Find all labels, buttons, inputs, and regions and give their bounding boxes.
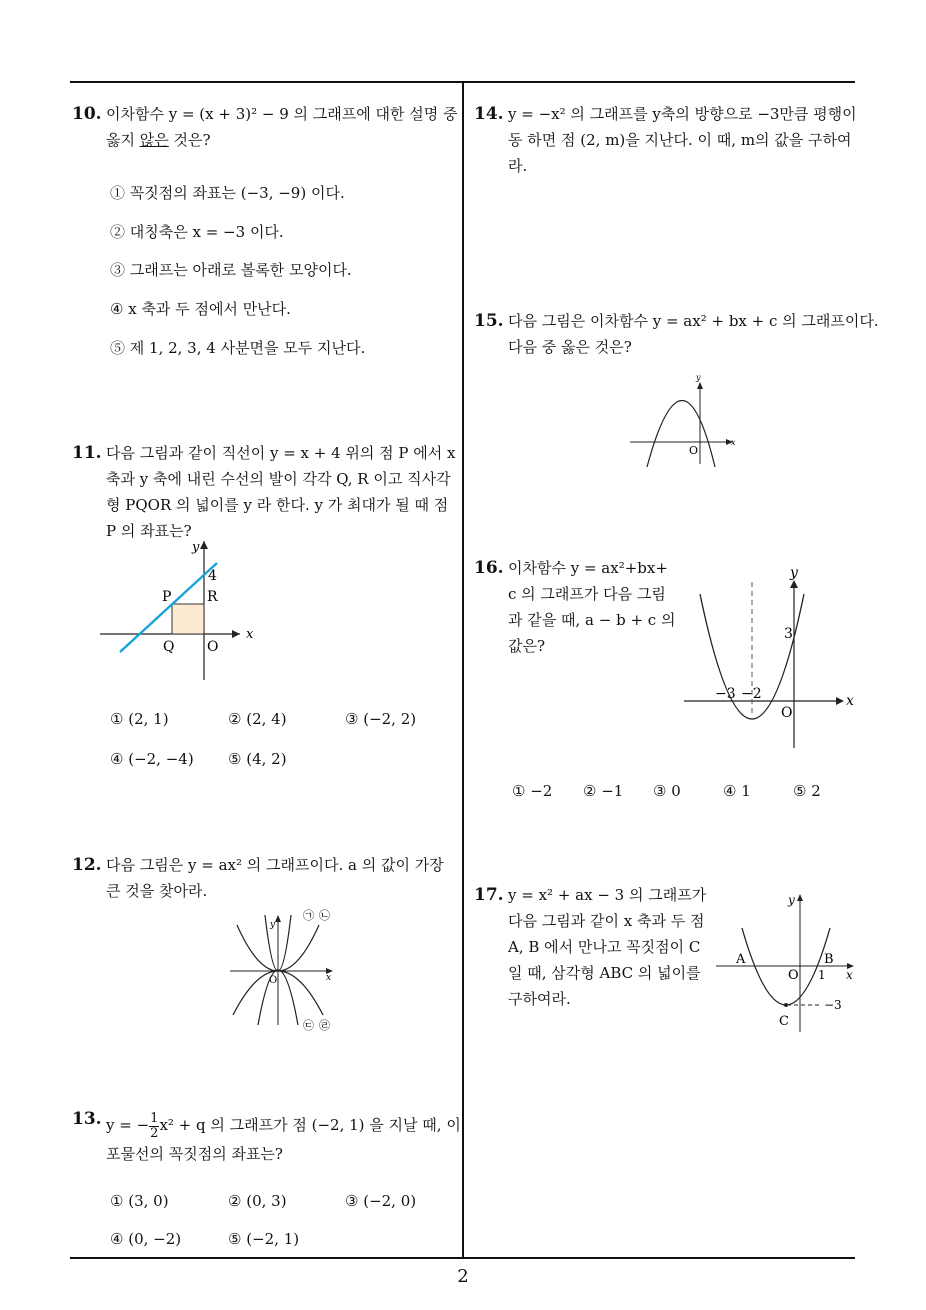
question-line: 이차함수 y = (x + 3)² − 9 의 그래프에 대한 설명 중 (106, 105, 458, 123)
option-3[interactable]: ③ (−2, 0) (345, 1192, 417, 1210)
option-1[interactable]: ① −2 (512, 782, 553, 800)
q11-figure (100, 535, 260, 685)
question-text (106, 101, 458, 153)
question-text (106, 852, 444, 904)
fraction: $\frac{1}{2}$ (150, 1110, 159, 1141)
question-line: 다음 그림과 같이 x 축과 두 점 (508, 912, 705, 930)
question-line: 일 때, 삼각형 ABC 의 넓이를 (508, 964, 701, 982)
point-label-A: A (736, 952, 746, 967)
question-line: 축과 y 축에 내린 수선의 발이 각각 Q, R 이고 직사각 (106, 470, 451, 488)
question-line: 구하여라. (508, 990, 571, 1008)
question-line: 과 같을 때, a − b + c 의 (508, 611, 676, 629)
axis-label-y: y (696, 373, 701, 382)
axis-label-y: y (790, 565, 798, 581)
question-number: 12. (72, 855, 102, 875)
tick-label-4: 4 (208, 568, 217, 584)
page-number: 2 (457, 1266, 469, 1287)
option-1[interactable]: ① 꼭짓점의 좌표는 (−3, −9) 이다. (110, 184, 345, 202)
tick-label-1: 1 (818, 968, 826, 982)
point-label-P: P (162, 589, 172, 605)
option-5[interactable]: ⑤ 제 1, 2, 3, 4 사분면을 모두 지난다. (110, 339, 366, 357)
underlined-word: 않은 (139, 131, 169, 149)
question-line: 형 PQOR 의 넓이를 y 라 한다. y 가 최대가 될 때 점 (106, 496, 449, 514)
point-label-B: B (824, 952, 834, 967)
curve-label-4: ㉣ (319, 1019, 330, 1032)
point-label-Q: Q (163, 639, 175, 655)
option-4[interactable]: ④ 1 (723, 782, 751, 800)
question-number: 10. (72, 104, 102, 124)
curve-label-2: ㉡ (319, 909, 330, 922)
question-line: P 의 좌표는? (106, 522, 192, 540)
column-divider (462, 82, 464, 1258)
option-2[interactable]: ② 대칭축은 x = −3 이다. (110, 223, 284, 241)
option-2[interactable]: ② −1 (583, 782, 624, 800)
q16-figure (680, 562, 860, 752)
question-text (508, 882, 706, 1012)
axis-label-x: x (326, 973, 332, 983)
question-text (508, 555, 675, 659)
question-line: y = −x² 의 그래프를 y축의 방향으로 −3만큼 평행이 (508, 105, 857, 123)
point-label-C: C (779, 1014, 789, 1029)
option-5[interactable]: ⑤ 2 (793, 782, 821, 800)
question-line: 다음 중 옳은 것은? (508, 338, 632, 356)
tick-label-3: 3 (784, 626, 793, 642)
question-line: 이차함수 y = ax²+bx+ (508, 559, 668, 577)
q17-figure (712, 890, 862, 1035)
curve-label-3: ㉢ (303, 1019, 314, 1032)
question-text (106, 1110, 461, 1167)
option-3[interactable]: ③ 그래프는 아래로 볼록한 모양이다. (110, 261, 352, 279)
curve-label-1: ㉠ (303, 909, 314, 922)
question-number: 14. (474, 104, 504, 124)
option-4[interactable]: ④ (0, −2) (110, 1230, 182, 1248)
option-1[interactable]: ① (2, 1) (110, 710, 169, 728)
axis-label-x: x (246, 627, 254, 642)
question-line: 포물선의 꼭짓점의 좌표는? (106, 1144, 283, 1163)
option-2[interactable]: ② (2, 4) (228, 710, 287, 728)
axis-label-x: x (846, 968, 853, 982)
origin-label: O (788, 968, 799, 983)
origin-label: O (269, 975, 278, 986)
vertex-point (784, 1003, 788, 1007)
question-number: 15. (474, 311, 504, 331)
origin-label: O (781, 705, 793, 721)
question-number: 13. (72, 1109, 102, 1129)
option-5[interactable]: ⑤ (4, 2) (228, 750, 287, 768)
option-2[interactable]: ② (0, 3) (228, 1192, 287, 1210)
q12-figure (225, 905, 345, 1035)
tick-label-neg3: −3 (824, 998, 842, 1012)
option-3[interactable]: ③ 0 (653, 782, 681, 800)
question-line: 다음 그림은 y = ax² 의 그래프이다. a 의 값이 가장 (106, 856, 444, 874)
question-line: c 의 그래프가 다음 그림 (508, 585, 666, 603)
question-text (508, 308, 879, 360)
parabola (647, 401, 715, 468)
question-line: A, B 에서 만나고 꼭짓점이 C (508, 938, 701, 956)
question-number: 11. (72, 443, 102, 463)
point-label-R: R (207, 589, 218, 605)
option-4[interactable]: ④ x 축과 두 점에서 만난다. (110, 300, 291, 318)
question-line: 옳지 않은 것은? (106, 131, 211, 149)
question-line: y = − $\frac{1}{2}$ x² + q 의 그래프가 점 (−2, 1) 을 지날 때, 이 (106, 1110, 461, 1141)
question-number: 16. (474, 558, 504, 578)
q15-figure (625, 372, 745, 467)
axis-label-x: x (731, 438, 736, 447)
question-line: 동 하면 점 (2, m)을 지난다. 이 때, m의 값을 구하여 (508, 131, 852, 149)
tick-label-neg3: −3 (715, 686, 736, 702)
question-line: 값은? (508, 637, 546, 655)
question-line: 다음 그림은 이차함수 y = ax² + bx + c 의 그래프이다. (508, 312, 879, 330)
axis-label-y: y (788, 893, 795, 907)
tick-label-neg2: −2 (741, 686, 762, 702)
question-number: 17. (474, 885, 504, 905)
origin-label: O (689, 444, 699, 457)
axis-label-y: y (270, 920, 276, 930)
question-line: y = x² + ax − 3 의 그래프가 (508, 886, 707, 904)
question-line: 라. (508, 157, 528, 175)
option-4[interactable]: ④ (−2, −4) (110, 750, 194, 768)
option-1[interactable]: ① (3, 0) (110, 1192, 169, 1210)
point-label-O: O (207, 639, 219, 655)
question-text (106, 440, 456, 544)
option-5[interactable]: ⑤ (−2, 1) (228, 1230, 300, 1248)
question-line: 큰 것을 찾아라. (106, 882, 208, 900)
axis-label-x: x (846, 693, 854, 709)
question-line: 다음 그림과 같이 직선이 y = x + 4 위의 점 P 에서 x (106, 444, 456, 462)
option-3[interactable]: ③ (−2, 2) (345, 710, 417, 728)
rectangle-pqor (172, 604, 204, 634)
question-text (508, 101, 857, 179)
axis-label-y: y (192, 540, 200, 555)
